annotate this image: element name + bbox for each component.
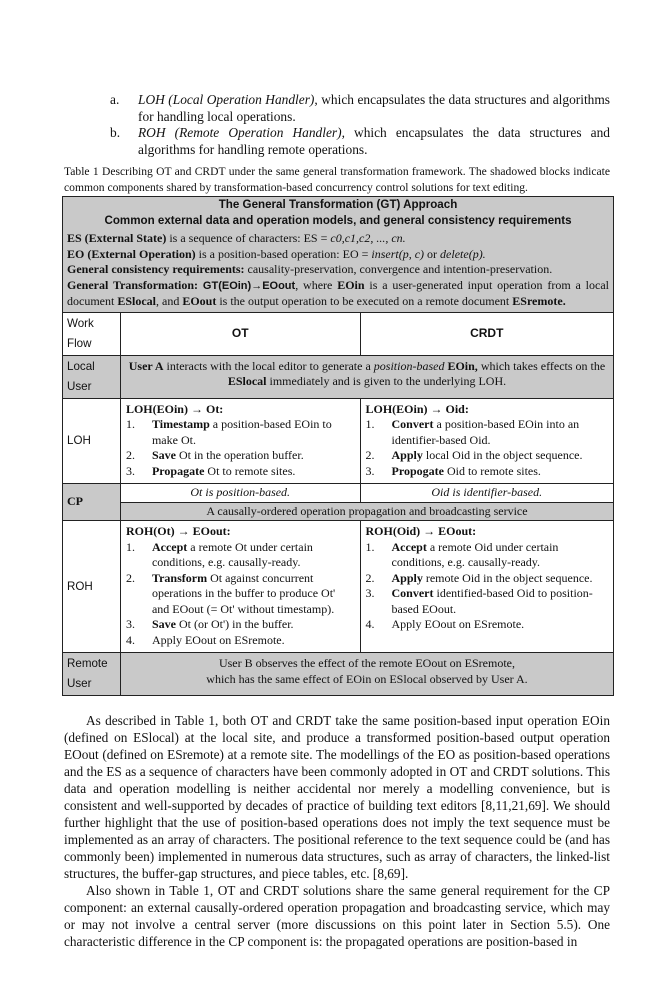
step-item: 2. Transform Ot against concurrent operations in the buffer to produce Ot' and EOout (= Ot' without timestamp). [125, 570, 336, 616]
list-text: , which encapsulates the data structures and algorithms for handling local operations. [138, 92, 610, 124]
list-marker: b. [110, 125, 121, 140]
step-item: 4. Apply EOout on ESremote. [365, 617, 525, 631]
step-item: 3. Propagate Ot to remote sites. [125, 463, 296, 478]
paragraph-2: Also shown in Table 1, OT and CRDT solutions share the same general requirement for the CP component: an external causally-ordered operation propagation and broadcasting service, which may or may not involve a central server (more discussions on this point later in Section 5.5). One characteristic difference in the CP component is: the propagated operations are position-based in [64, 883, 610, 949]
loh-ot-cell [120, 398, 360, 484]
cp-ot: Ot is position-based. [120, 484, 360, 503]
remote-user-line2: which has the same effect of EOin on ESlocal observed by User A. [206, 671, 528, 686]
paragraph-1: As described in Table 1, both OT and CRDT take the same position-based input operation EOin (defined on ESlocal) at the local site, and produce a transformed position-based output operation EOout (defined on ESremote) at a remote site. The modellings of the EO as position-based operations and the ES as a sequence of characters have been commonly adopted in OT and CRDT solutions. This data and operation modelling is neither accidental nor merely a modelling convenience, but is consistent and well-supported by decades of practice of building text editors [8,11,21,69]. We should further highlight that the use of position-based operations does not imply the text sequence must be implemented as an array of characters. The positional reference to the text sequence could be (and has commonly been) implemented in numerous data structures, such as array of characters, the linked-list structures, the buffer-gap structures, and piece tables, etc. [8,69]. [64, 713, 610, 881]
step-item: 1. Accept a remote Oid under certain conditions, e.g. causally-ready. [365, 539, 559, 569]
gt-table [62, 196, 614, 696]
handler-list [110, 92, 610, 158]
step-item: 1. Timestamp a position-based EOin to make Ot. [125, 417, 332, 447]
list-term: LOH (Local Operation Handler) [138, 92, 315, 107]
loh-ot-head: LOH(EOin) → Ot: [125, 401, 224, 416]
cp-common: A causally-ordered operation propagation and broadcasting service [120, 502, 613, 521]
step-item: 3. Propogate Oid to remote sites. [365, 463, 541, 478]
roh-label: ROH [63, 521, 121, 653]
step-item: 3. Convert identified-based Oid to position-based EOout. [365, 586, 593, 616]
step-item: 1. Convert a position-based EOin into an identifier-based Oid. [365, 417, 580, 447]
list-text: , which encapsulates the data structures and algorithms for handling remote operations. [138, 125, 610, 157]
list-term: ROH (Remote Operation Handler) [138, 125, 342, 140]
step-item: 2. Save Ot in the operation buffer. [125, 448, 304, 462]
table-subtitle: Common external data and operation models, and general consistency requirements [104, 214, 572, 227]
remote-user-line1: User B observes the effect of the remote EOout on ESremote, [218, 656, 515, 670]
col-crdt-header: CRDT [360, 312, 614, 355]
consistency-requirements: General consistency requirements: causality-preservation, convergence and intention-preservation. [67, 262, 553, 276]
workflow-label: Work Flow [63, 312, 121, 355]
remote-user-text [120, 653, 613, 696]
loh-crdt-cell [360, 398, 614, 484]
table-title: The General Transformation (GT) Approach [218, 198, 458, 211]
roh-ot-head: ROH(Ot) → EOout: [125, 524, 231, 538]
remote-user-label: Remote User [63, 653, 121, 696]
body-text [64, 712, 610, 950]
roh-crdt-cell [360, 521, 614, 653]
cp-label: CP [63, 484, 121, 521]
roh-ot-cell [120, 521, 360, 653]
col-ot-header: OT [120, 312, 360, 355]
local-user-text: User A interacts with the local editor to generate a position-based EOin, which takes effects on the ESlocal immediately and is given to the underlying LOH. [120, 355, 613, 398]
general-transformation: General Transformation: GT(EOin)→EOout, where EOin is a user-generated input operation from a local document ESlocal, and EOout is the output operation to be executed on a remote document ESremote. [67, 277, 610, 308]
list-item-loh [110, 92, 610, 125]
loh-crdt-head: LOH(EOin) → Oid: [365, 401, 469, 416]
local-user-label: Local User [63, 355, 121, 398]
step-item: 2. Apply local Oid in the object sequence. [365, 448, 583, 462]
eo-definition: EO (External Operation) is a position-based operation: EO = insert(p, c) or delete(p). [67, 246, 486, 261]
list-item-roh [110, 125, 610, 158]
loh-label: LOH [63, 398, 121, 484]
list-marker: a. [110, 92, 120, 107]
es-definition: ES (External State) is a sequence of characters: ES = c0,c1,c2, ..., cn. [67, 231, 406, 245]
step-item: 1. Accept a remote Ot under certain conditions, e.g. causally-ready. [125, 539, 313, 569]
roh-crdt-head: ROH(Oid) → EOout: [365, 524, 477, 538]
gt-header-cell [63, 197, 614, 313]
step-item: 3. Save Ot (or Ot') in the buffer. [125, 617, 294, 631]
step-item: 4. Apply EOout on ESremote. [125, 632, 285, 647]
step-item: 2. Apply remote Oid in the object sequence. [365, 570, 593, 585]
cp-crdt: Oid is identifier-based. [360, 484, 614, 503]
table-caption: Table 1 Describing OT and CRDT under the same general transformation framework. The shadowed blocks indicate common components shared by transformation-based concurrency control solutions for text editing. [64, 165, 610, 194]
